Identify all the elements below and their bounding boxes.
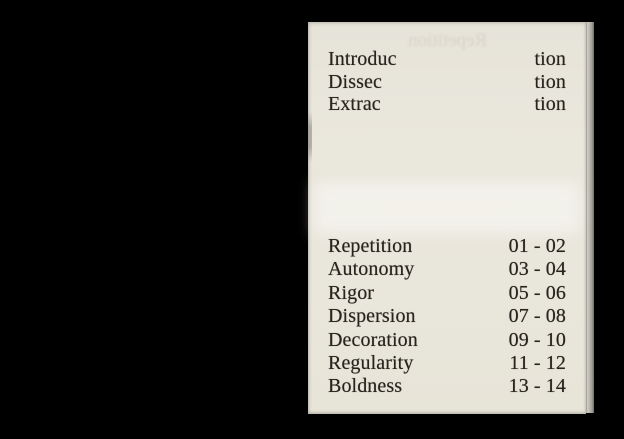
toc-row: [328, 305, 566, 328]
toc-row: [328, 375, 566, 398]
paper-light-band: [314, 182, 580, 234]
chapter-title: Autonomy: [328, 258, 415, 281]
title-stem: Extrac: [328, 93, 381, 116]
paper-page: [308, 22, 586, 414]
chapter-pages: 11 - 12: [509, 352, 566, 375]
chapter-title: Repetition: [328, 235, 413, 257]
toc-row: [328, 282, 566, 305]
title-stem: Dissec: [328, 70, 382, 93]
title-suffix: tion: [534, 93, 566, 116]
title-block: [328, 48, 566, 116]
toc-row: [328, 352, 566, 375]
ink-showthrough-text: Repetition: [408, 30, 488, 51]
toc-row: [328, 329, 566, 352]
toc-row: [328, 235, 566, 258]
chapter-title: Regularity: [328, 352, 414, 375]
title-suffix: tion: [534, 70, 566, 93]
table-of-contents: [328, 235, 566, 399]
chapter-pages: 13 - 14: [508, 375, 566, 398]
paper-edge-smudge: [308, 112, 312, 162]
title-stem: Introduc: [328, 48, 397, 70]
chapter-pages: 07 - 08: [508, 305, 566, 328]
chapter-pages: 05 - 06: [508, 281, 566, 304]
chapter-title: Boldness: [328, 375, 403, 398]
chapter-pages: 09 - 10: [508, 328, 566, 351]
chapter-title: Dispersion: [328, 305, 416, 328]
chapter-pages: 03 - 04: [508, 258, 566, 281]
title-suffix: tion: [534, 48, 566, 70]
title-row: [328, 71, 566, 94]
chapter-title: Decoration: [328, 328, 418, 351]
title-row: [328, 93, 566, 116]
book-page-edge: [586, 22, 594, 413]
title-row: [328, 48, 566, 71]
chapter-pages: 01 - 02: [508, 235, 566, 257]
toc-row: [328, 258, 566, 281]
chapter-title: Rigor: [328, 281, 375, 304]
